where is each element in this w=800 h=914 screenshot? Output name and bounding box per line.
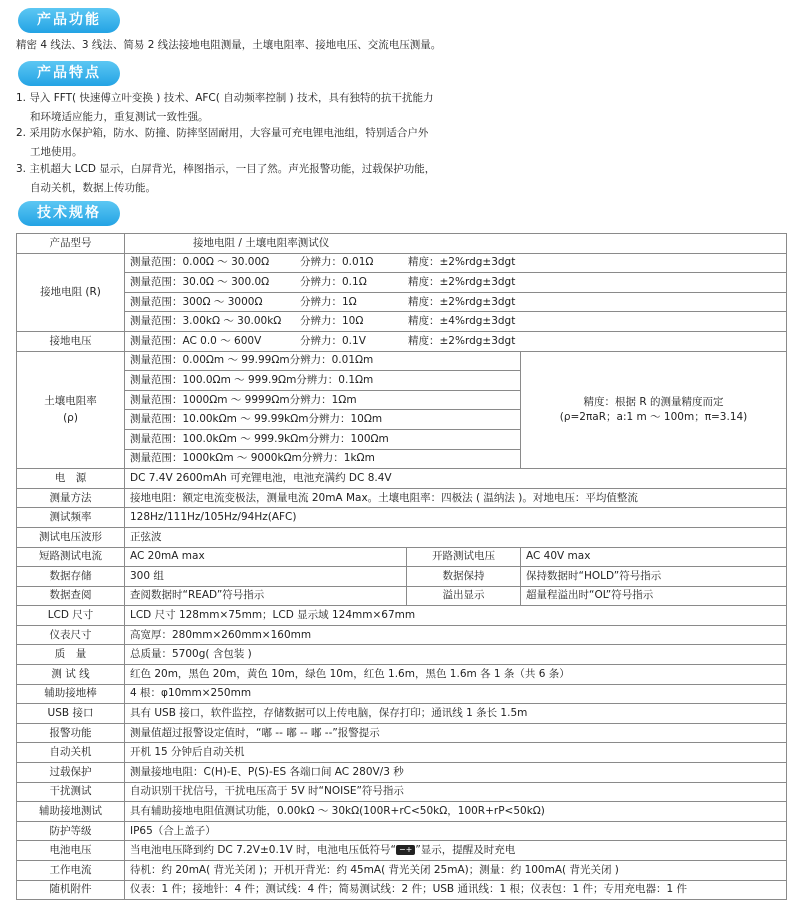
spec-label: 溢出显示 [407,586,521,606]
table-row [17,234,787,254]
table-row [17,763,787,783]
spec-value [125,253,787,273]
range-text: 测量范围：300Ω ～ 3000Ω [130,295,263,308]
accuracy-text: 精度：±4%rdg±3dgt [408,315,516,328]
spec-label: 测试电压波形 [17,527,125,547]
range-text: 测量范围：100.0kΩm ～ 999.9kΩm [130,432,309,445]
table-row [17,645,787,665]
spec-value: 正弦波 [125,527,787,547]
feature-item [16,124,428,162]
spec-label: 接地电压 [17,331,125,351]
spec-value: 测量接地电阻：C(H)-E、P(S)-ES 各端口间 AC 280V/3 秒 [125,763,787,783]
section-title-features: 产品特点 [18,61,120,86]
spec-value [125,351,521,371]
spec-label: 自动关机 [17,743,125,763]
feature-item [16,160,435,198]
range-text: 测量范围：3.00kΩ ～ 30.00kΩ [130,315,282,328]
table-row [17,704,787,724]
spec-label: 仪表尺寸 [17,625,125,645]
resolution-text: 分辨力：0.01Ω [300,256,374,269]
spec-label: 过载保护 [17,763,125,783]
table-row [17,567,787,587]
spec-label: 产品型号 [17,234,125,254]
spec-value: 128Hz/111Hz/105Hz/94Hz(AFC) [125,508,787,528]
spec-value [125,449,521,469]
feature-line: 自动关机，数据上传功能。 [30,182,156,194]
soil-accuracy-note [521,351,787,469]
table-row [17,469,787,489]
resolution-text: 分辨力：10Ω [300,315,364,328]
feature-item [16,89,433,127]
table-row [17,253,787,273]
spec-value: 接地电阻 / 土壤电阻率测试仪 [125,234,787,254]
spec-label: 工作电流 [17,861,125,881]
spec-value: 仪表：1 件；接地针：4 件；测试线：4 件；简易测试线：2 件；USB 通讯线：1 根；仪表包：1 件；专用充电器：1 件 [125,880,787,900]
spec-value [125,292,787,312]
range-text: 测量范围：0.00Ω ～ 30.00Ω [130,256,270,269]
spec-value: 待机：约 20mA( 背光关闭 )；开机开背光：约 45mA( 背光关闭 25mA)；测量：约 100mA( 背光关闭 ) [125,861,787,881]
spec-value [125,410,521,430]
spec-label: 辅助接地测试 [17,802,125,822]
range-text: 测量范围：0.00Ωm ～ 99.99Ωm [130,354,290,367]
resolution-text: 分辨力：1Ω [300,295,357,308]
accuracy-text: 精度：±2%rdg±3dgt [408,275,516,288]
resolution-text: 分辨力：0.1V [300,334,366,347]
spec-label: 开路测试电压 [407,547,521,567]
resolution-text: 分辨力：0.1Ωm [296,373,374,386]
table-row [17,508,787,528]
table-row [17,625,787,645]
spec-value: 红色 20m，黑色 20m，黄色 10m，绿色 10m，红色 1.6m，黑色 1.6m 各 1 条（共 6 条） [125,665,787,685]
range-text: 测量范围：30.0Ω ～ 300.0Ω [130,275,270,288]
resolution-text: 分辨力：1Ωm [289,393,357,406]
battery-text: ”显示，提醒及时充电 [415,844,516,857]
spec-value: 测量值超过报警设定值时，“嘟 -- 嘟 -- 嘟 --”报警提示 [125,723,787,743]
table-row [17,331,787,351]
spec-label: 测量方法 [17,488,125,508]
table-row [17,488,787,508]
spec-label: 防护等级 [17,821,125,841]
table-row [17,292,787,312]
battery-low-icon: −+ [396,845,415,855]
spec-label: 数据保持 [407,567,521,587]
feature-line: 2. 采用防水保护箱，防水、防撞、防摔坚固耐用，大容量可充电锂电池组，特别适合户外 [16,127,429,139]
note-line: 精度：根据 R 的测量精度而定 [583,395,724,408]
spec-value: DC 7.4V 2600mAh 可充锂电池，电池充满约 DC 8.4V [125,469,787,489]
spec-value: 接地电阻：额定电流变极法，测量电流 20mA Max。土壤电阻率：四极法 ( 温纳法 )。对地电压：平均值整流 [125,488,787,508]
spec-value [125,429,521,449]
table-row [17,684,787,704]
feature-line: 1. 导入 FFT( 快速傅立叶变换 ) 技术、AFC( 自动频率控制 ) 技术，具有独特的抗干扰能力 [16,92,434,104]
spec-label: 报警功能 [17,723,125,743]
spec-value [125,841,787,861]
spec-value: 自动识别干扰信号，干扰电压高于 5V 时“NOISE”符号指示 [125,782,787,802]
resolution-text: 分辨力：10Ωm [308,413,383,426]
table-row [17,723,787,743]
spec-label: 电池电压 [17,841,125,861]
note-line: (ρ=2πaR；a:1 m ～ 100m；π=3.14) [559,410,748,423]
resolution-text: 分辨力：0.01Ωm [289,354,374,367]
spec-label: 辅助接地棒 [17,684,125,704]
spec-value: 300 组 [125,567,407,587]
resolution-text: 分辨力：1kΩm [301,452,375,465]
feature-line: 工地使用。 [30,146,83,158]
spec-label: LCD 尺寸 [17,606,125,626]
spec-value: LCD 尺寸 128mm×75mm；LCD 显示域 124mm×67mm [125,606,787,626]
section-title-function: 产品功能 [18,8,120,33]
spec-value: 具有辅助接地电阻值测试功能，0.00kΩ ～ 30kΩ(100R+rC<50kΩ，100R+rP<50kΩ) [125,802,787,822]
spec-value: 保持数据时“HOLD”符号指示 [521,567,787,587]
spec-label: 随机附件 [17,880,125,900]
spec-label: 质 量 [17,645,125,665]
table-row [17,665,787,685]
table-row [17,821,787,841]
table-row [17,861,787,881]
table-row [17,880,787,900]
spec-value: 高宽厚：280mm×260mm×160mm [125,625,787,645]
battery-text: 当电池电压降到约 DC 7.2V±0.1V 时，电池电压低符号“ [130,844,396,857]
table-row [17,782,787,802]
table-row [17,802,787,822]
resolution-text: 分辨力：100Ωm [308,432,389,445]
spec-label: 数据查阅 [17,586,125,606]
accuracy-text: 精度：±2%rdg±3dgt [408,256,516,269]
table-row [17,743,787,763]
soil-label-symbol: (ρ) [63,411,78,424]
range-text: 测量范围：1000kΩm ～ 9000kΩm [130,452,302,465]
spec-label: 测试频率 [17,508,125,528]
spec-value: 开机 15 分钟后自动关机 [125,743,787,763]
table-row [17,273,787,293]
table-row [17,586,787,606]
spec-value: 具有 USB 接口，软件监控，存储数据可以上传电脑，保存打印；通讯线 1 条长 1.5m [125,704,787,724]
spec-value: IP65（合上盖子） [125,821,787,841]
spec-value [125,273,787,293]
spec-label: 电 源 [17,469,125,489]
table-row [17,547,787,567]
feature-line: 和环境适应能力，重复测试一致性强。 [30,111,209,123]
spec-value [125,331,787,351]
spec-value [125,312,787,332]
spec-label: 数据存储 [17,567,125,587]
spec-value [125,371,521,391]
spec-value: AC 20mA max [125,547,407,567]
accuracy-text: 精度：±2%rdg±3dgt [408,334,516,347]
spec-table [16,233,787,900]
spec-value: AC 40V max [521,547,787,567]
spec-value: 超量程溢出时“OL”符号指示 [521,586,787,606]
soil-label: 土壤电阻率 [44,394,97,407]
table-row [17,841,787,861]
spec-value: 4 根：φ10mm×250mm [125,684,787,704]
spec-value: 查阅数据时“READ”符号指示 [125,586,407,606]
table-row [17,527,787,547]
function-text: 精密 4 线法、3 线法、简易 2 线法接地电阻测量，土壤电阻率、接地电压、交流电压测量。 [16,39,442,51]
range-text: 测量范围：1000Ωm ～ 9999Ωm [130,393,290,406]
spec-label [17,351,125,469]
spec-value: 总质量：5700g( 含包装 ) [125,645,787,665]
table-row [17,351,787,371]
range-text: 测量范围：AC 0.0 ～ 600V [130,334,262,347]
spec-label: 干扰测试 [17,782,125,802]
range-text: 测量范围：100.0Ωm ～ 999.9Ωm [130,373,297,386]
range-text: 测量范围：10.00kΩm ～ 99.99kΩm [130,413,309,426]
spec-label: 接地电阻 (R) [17,253,125,331]
accuracy-text: 精度：±2%rdg±3dgt [408,295,516,308]
spec-value [125,390,521,410]
spec-label: 短路测试电流 [17,547,125,567]
spec-label: 测 试 线 [17,665,125,685]
spec-label: USB 接口 [17,704,125,724]
table-row [17,606,787,626]
table-row [17,312,787,332]
resolution-text: 分辨力：0.1Ω [300,275,367,288]
section-title-specs: 技术规格 [18,201,120,226]
feature-line: 3. 主机超大 LCD 显示，白屏背光，棒图指示，一目了然。声光报警功能，过载保护功能， [16,163,436,175]
